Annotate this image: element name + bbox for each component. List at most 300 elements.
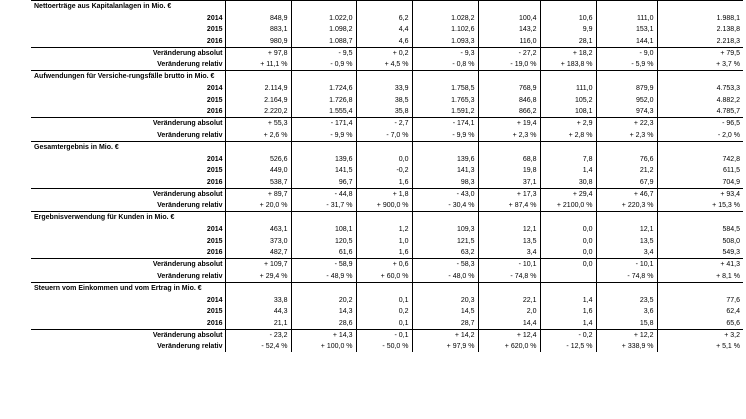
empty-cell (478, 282, 540, 295)
value-cell: - 9,0 (596, 47, 657, 59)
table-row (31, 247, 743, 259)
value-cell: + 60,0 % (356, 271, 412, 283)
value-cell: 35,8 (356, 106, 412, 118)
value-cell: 120,5 (291, 236, 356, 247)
value-cell: 463,1 (225, 224, 291, 235)
value-cell: 0,0 (540, 224, 596, 235)
value-cell: 952,0 (596, 95, 657, 106)
value-cell: 1,6 (356, 247, 412, 259)
empty-cell (412, 212, 478, 225)
value-cell: 1,0 (356, 236, 412, 247)
value-cell: 111,0 (596, 13, 657, 24)
value-cell: 0,0 (356, 154, 412, 165)
value-cell: 153,1 (596, 24, 657, 35)
empty-cell (291, 141, 356, 154)
value-cell: 1,4 (540, 295, 596, 306)
empty-cell (291, 282, 356, 295)
value-cell: 848,9 (225, 13, 291, 24)
section-header-row (31, 141, 743, 154)
row-label: Veränderung absolut (31, 188, 225, 200)
value-cell: + 79,5 (657, 47, 743, 59)
value-cell: + 87,4 % (478, 200, 540, 212)
value-cell: 108,1 (291, 224, 356, 235)
row-label: Veränderung relativ (157, 343, 223, 351)
empty-cell (225, 212, 291, 225)
value-cell: 37,1 (478, 177, 540, 189)
value-cell: 33,9 (356, 83, 412, 94)
value-cell: 14,4 (478, 318, 540, 330)
table-row (31, 13, 743, 24)
row-label: Veränderung relativ (157, 61, 223, 69)
value-cell: 21,2 (596, 165, 657, 176)
value-cell: 0,1 (356, 295, 412, 306)
table-row (31, 236, 743, 247)
value-cell: + 14,2 (412, 329, 478, 341)
value-cell: + 620,0 % (478, 341, 540, 352)
value-cell: + 220,3 % (596, 200, 657, 212)
value-cell: - 7,0 % (356, 130, 412, 142)
empty-cell (225, 282, 291, 295)
empty-cell (657, 1, 743, 14)
empty-cell (596, 1, 657, 14)
value-cell: 0,0 (540, 259, 596, 271)
value-cell: 38,5 (356, 95, 412, 106)
value-cell: + 29,4 % (225, 271, 291, 283)
table-row (31, 95, 743, 106)
empty-cell (356, 212, 412, 225)
value-cell: 9,9 (540, 24, 596, 35)
value-cell: - 52,4 % (225, 341, 291, 352)
section-header-row (31, 282, 743, 295)
value-cell: + 338,9 % (596, 341, 657, 352)
empty-cell (478, 1, 540, 14)
value-cell: 77,6 (657, 295, 743, 306)
value-cell: - 0,9 % (291, 59, 356, 71)
value-cell: 63,2 (412, 247, 478, 259)
table-row (31, 154, 743, 165)
value-cell: 0,0 (540, 236, 596, 247)
value-cell: 866,2 (478, 106, 540, 118)
value-cell: - 23,2 (225, 329, 291, 341)
value-cell: 13,5 (596, 236, 657, 247)
value-cell: 0,0 (540, 247, 596, 259)
value-cell: - 9,5 (291, 47, 356, 59)
value-cell: 22,1 (478, 295, 540, 306)
value-cell: 1,4 (540, 318, 596, 330)
value-cell: 1.726,8 (291, 95, 356, 106)
value-cell: 2.138,8 (657, 24, 743, 35)
empty-cell (657, 282, 743, 295)
value-cell: - 2,0 % (657, 130, 743, 142)
value-cell: 1.591,2 (412, 106, 478, 118)
value-cell: + 109,7 (225, 259, 291, 271)
empty-cell (478, 71, 540, 84)
value-cell: + 18,2 (540, 47, 596, 59)
value-cell: 12,1 (478, 224, 540, 235)
value-cell: 28,1 (540, 36, 596, 48)
row-label: Veränderung relativ (157, 202, 223, 210)
value-cell: 139,6 (412, 154, 478, 165)
value-cell: 4.785,7 (657, 106, 743, 118)
value-cell: - 9,9 % (291, 130, 356, 142)
table-row (31, 224, 743, 235)
value-cell: 2,0 (478, 306, 540, 317)
value-cell: 2.218,3 (657, 36, 743, 48)
value-cell: - 74,8 % (478, 271, 540, 283)
value-cell: 611,5 (657, 165, 743, 176)
value-cell: - 27,2 (478, 47, 540, 59)
value-cell: 108,1 (540, 106, 596, 118)
value-cell: 549,3 (657, 247, 743, 259)
value-cell: + 55,3 (225, 118, 291, 130)
section-header-row (31, 71, 743, 84)
row-label: 2014 (206, 15, 223, 22)
value-cell: 14,3 (291, 306, 356, 317)
value-cell: 15,8 (596, 318, 657, 330)
value-cell: + 100,0 % (291, 341, 356, 352)
value-cell: + 3,7 % (657, 59, 743, 71)
row-label: 2015 (206, 237, 223, 245)
value-cell: 4,6 (356, 36, 412, 48)
value-cell: + 17,3 (478, 188, 540, 200)
value-cell: 2.114,9 (225, 83, 291, 94)
empty-cell (657, 212, 743, 225)
value-cell: - 58,9 (291, 259, 356, 271)
value-cell: 14,5 (412, 306, 478, 317)
table-row (31, 118, 743, 130)
value-cell: 3,4 (478, 247, 540, 259)
row-label: 2015 (206, 96, 223, 104)
row-label: 2016 (206, 37, 223, 45)
value-cell: 1.028,2 (412, 13, 478, 24)
empty-cell (356, 1, 412, 14)
value-cell: - 10,1 (596, 259, 657, 271)
section-title: Steuern vom Einkommen und vom Ertrag in Mio. € (31, 282, 225, 295)
value-cell: + 14,3 (291, 329, 356, 341)
section-title: Aufwendungen für Versiche-rungsfälle brutto in Mio. € (31, 71, 225, 84)
row-label: 2015 (206, 308, 223, 316)
value-cell: 21,1 (225, 318, 291, 330)
row-label: Veränderung absolut (31, 329, 225, 341)
value-cell: - 50,0 % (356, 341, 412, 352)
value-cell: - 48,9 % (291, 271, 356, 283)
value-cell: 116,0 (478, 36, 540, 48)
empty-cell (356, 71, 412, 84)
value-cell: - 0,8 % (412, 59, 478, 71)
row-label: 2014 (206, 85, 223, 93)
empty-cell (356, 282, 412, 295)
row-label: 2014 (206, 155, 223, 163)
empty-cell (225, 141, 291, 154)
value-cell: - 48,0 % (412, 271, 478, 283)
section-title: Nettoerträge aus Kapitalanlagen in Mio. € (31, 1, 225, 14)
value-cell: 1.098,2 (291, 24, 356, 35)
value-cell: + 2,8 % (540, 130, 596, 142)
value-cell: 20,3 (412, 295, 478, 306)
value-cell: 1.088,7 (291, 36, 356, 48)
value-cell: 449,0 (225, 165, 291, 176)
value-cell: 508,0 (657, 236, 743, 247)
value-cell: 100,4 (478, 13, 540, 24)
value-cell: 96,7 (291, 177, 356, 189)
row-label: 2016 (206, 249, 223, 257)
value-cell: 61,6 (291, 247, 356, 259)
value-cell: + 97,8 (225, 47, 291, 59)
value-cell: 1.724,6 (291, 83, 356, 94)
table-row (31, 47, 743, 59)
value-cell: 1,4 (540, 165, 596, 176)
row-label: 2014 (206, 226, 223, 234)
value-cell: - 10,1 (478, 259, 540, 271)
empty-cell (478, 212, 540, 225)
value-cell: + 2,3 % (478, 130, 540, 142)
value-cell: 1,2 (356, 224, 412, 235)
value-cell: 30,8 (540, 177, 596, 189)
value-cell: + 0,6 (356, 259, 412, 271)
section-header-row (31, 212, 743, 225)
empty-cell (596, 212, 657, 225)
value-cell: 1,6 (356, 177, 412, 189)
value-cell: 141,3 (412, 165, 478, 176)
row-label: 2015 (206, 26, 223, 34)
value-cell: 0,2 (356, 306, 412, 317)
value-cell: 1.988,1 (657, 13, 743, 24)
value-cell: 1.765,3 (412, 95, 478, 106)
row-label: 2016 (206, 178, 223, 186)
value-cell: 20,2 (291, 295, 356, 306)
empty-cell (356, 141, 412, 154)
table-row (31, 165, 743, 176)
value-cell: + 12,4 (478, 329, 540, 341)
value-cell: - 0,2 (540, 329, 596, 341)
empty-cell (291, 71, 356, 84)
value-cell: 143,2 (478, 24, 540, 35)
empty-cell (225, 71, 291, 84)
value-cell: 23,5 (596, 295, 657, 306)
table-row (31, 271, 743, 283)
value-cell: - 5,9 % (596, 59, 657, 71)
section-header-row (31, 1, 743, 14)
value-cell: 879,9 (596, 83, 657, 94)
empty-cell (540, 1, 596, 14)
value-cell: 76,6 (596, 154, 657, 165)
empty-cell (596, 71, 657, 84)
empty-cell (412, 1, 478, 14)
value-cell: 4,4 (356, 24, 412, 35)
value-cell: 3,4 (596, 247, 657, 259)
table-row (31, 177, 743, 189)
value-cell: 0,1 (356, 318, 412, 330)
empty-cell (412, 141, 478, 154)
value-cell: + 2,3 % (596, 130, 657, 142)
value-cell: - 31,7 % (291, 200, 356, 212)
empty-cell (291, 212, 356, 225)
table-row (31, 36, 743, 48)
value-cell: 704,9 (657, 177, 743, 189)
empty-cell (478, 141, 540, 154)
table-row (31, 259, 743, 271)
empty-cell (540, 212, 596, 225)
value-cell: + 4,5 % (356, 59, 412, 71)
value-cell: 974,3 (596, 106, 657, 118)
value-cell: 121,5 (412, 236, 478, 247)
value-cell: 2.164,9 (225, 95, 291, 106)
section-title: Ergebnisverwendung für Kunden in Mio. € (31, 212, 225, 225)
value-cell: 1.022,0 (291, 13, 356, 24)
value-cell: + 8,1 % (657, 271, 743, 283)
value-cell: 373,0 (225, 236, 291, 247)
row-label: Veränderung absolut (31, 47, 225, 59)
value-cell: 62,4 (657, 306, 743, 317)
value-cell: + 20,0 % (225, 200, 291, 212)
value-cell: 98,3 (412, 177, 478, 189)
value-cell: 2.220,2 (225, 106, 291, 118)
value-cell: 1.758,5 (412, 83, 478, 94)
value-cell: 4.882,2 (657, 95, 743, 106)
value-cell: 1.555,4 (291, 106, 356, 118)
value-cell: 846,8 (478, 95, 540, 106)
row-label: 2015 (206, 167, 223, 175)
table-row (31, 295, 743, 306)
table-row (31, 24, 743, 35)
value-cell: + 29,4 (540, 188, 596, 200)
value-cell: 742,8 (657, 154, 743, 165)
value-cell: 28,6 (291, 318, 356, 330)
table-row (31, 83, 743, 94)
table-row (31, 106, 743, 118)
value-cell: + 22,3 (596, 118, 657, 130)
empty-cell (657, 71, 743, 84)
table-row (31, 200, 743, 212)
value-cell: + 183,8 % (540, 59, 596, 71)
value-cell: - 9,9 % (412, 130, 478, 142)
table-row (31, 130, 743, 142)
value-cell: 526,6 (225, 154, 291, 165)
value-cell: - 174,1 (412, 118, 478, 130)
value-cell: 33,8 (225, 295, 291, 306)
value-cell: 144,1 (596, 36, 657, 48)
value-cell: - 30,4 % (412, 200, 478, 212)
value-cell: - 171,4 (291, 118, 356, 130)
table-row (31, 188, 743, 200)
row-label: 2016 (206, 319, 223, 327)
value-cell: + 19,4 (478, 118, 540, 130)
value-cell: - 74,8 % (596, 271, 657, 283)
table-row (31, 318, 743, 330)
value-cell: 28,7 (412, 318, 478, 330)
value-cell: 584,5 (657, 224, 743, 235)
value-cell: + 93,4 (657, 188, 743, 200)
empty-cell (225, 1, 291, 14)
table-body (31, 1, 743, 353)
value-cell: + 89,7 (225, 188, 291, 200)
value-cell: 883,1 (225, 24, 291, 35)
value-cell: 67,9 (596, 177, 657, 189)
value-cell: + 2100,0 % (540, 200, 596, 212)
table-row (31, 59, 743, 71)
value-cell: 768,9 (478, 83, 540, 94)
value-cell: + 5,1 % (657, 341, 743, 352)
value-cell: - 12,5 % (540, 341, 596, 352)
value-cell (540, 271, 596, 283)
value-cell: - 2,7 (356, 118, 412, 130)
value-cell: 980,9 (225, 36, 291, 48)
empty-cell (291, 1, 356, 14)
value-cell: - 96,5 (657, 118, 743, 130)
value-cell: + 46,7 (596, 188, 657, 200)
value-cell: -0,2 (356, 165, 412, 176)
value-cell: + 3,2 (657, 329, 743, 341)
value-cell: + 0,2 (356, 47, 412, 59)
empty-cell (540, 71, 596, 84)
value-cell: + 12,2 (596, 329, 657, 341)
value-cell: 538,7 (225, 177, 291, 189)
value-cell: - 58,3 (412, 259, 478, 271)
row-label: 2016 (206, 108, 223, 116)
value-cell: + 41,3 (657, 259, 743, 271)
value-cell: 1,6 (540, 306, 596, 317)
empty-cell (540, 282, 596, 295)
value-cell: 7,8 (540, 154, 596, 165)
value-cell: 68,8 (478, 154, 540, 165)
value-cell: - 44,8 (291, 188, 356, 200)
row-label: Veränderung absolut (31, 259, 225, 271)
empty-cell (540, 141, 596, 154)
table-row (31, 341, 743, 352)
value-cell: + 15,3 % (657, 200, 743, 212)
row-label: Veränderung relativ (157, 272, 223, 280)
value-cell: 13,5 (478, 236, 540, 247)
value-cell: 4.753,3 (657, 83, 743, 94)
empty-cell (412, 282, 478, 295)
value-cell: + 2,9 (540, 118, 596, 130)
empty-cell (657, 141, 743, 154)
table-row (31, 306, 743, 317)
value-cell: 105,2 (540, 95, 596, 106)
value-cell: 12,1 (596, 224, 657, 235)
value-cell: 10,6 (540, 13, 596, 24)
value-cell: + 97,9 % (412, 341, 478, 352)
value-cell: 19,8 (478, 165, 540, 176)
section-title: Gesamtergebnis in Mio. € (31, 141, 225, 154)
value-cell: 65,6 (657, 318, 743, 330)
value-cell: 3,6 (596, 306, 657, 317)
value-cell: 1.093,3 (412, 36, 478, 48)
value-cell: 111,0 (540, 83, 596, 94)
value-cell: + 2,6 % (225, 130, 291, 142)
empty-cell (596, 141, 657, 154)
value-cell: 44,3 (225, 306, 291, 317)
value-cell: + 1,8 (356, 188, 412, 200)
value-cell: - 19,0 % (478, 59, 540, 71)
table-row (31, 329, 743, 341)
financial-table (31, 0, 743, 352)
value-cell: - 0,1 (356, 329, 412, 341)
empty-cell (596, 282, 657, 295)
row-label: Veränderung relativ (157, 131, 223, 139)
value-cell: 109,3 (412, 224, 478, 235)
value-cell: - 43,0 (412, 188, 478, 200)
value-cell: 141,5 (291, 165, 356, 176)
value-cell: + 900,0 % (356, 200, 412, 212)
row-label: Veränderung absolut (31, 118, 225, 130)
empty-cell (412, 71, 478, 84)
value-cell: 482,7 (225, 247, 291, 259)
value-cell: 6,2 (356, 13, 412, 24)
row-label: 2014 (206, 296, 223, 304)
value-cell: 139,6 (291, 154, 356, 165)
value-cell: - 9,3 (412, 47, 478, 59)
